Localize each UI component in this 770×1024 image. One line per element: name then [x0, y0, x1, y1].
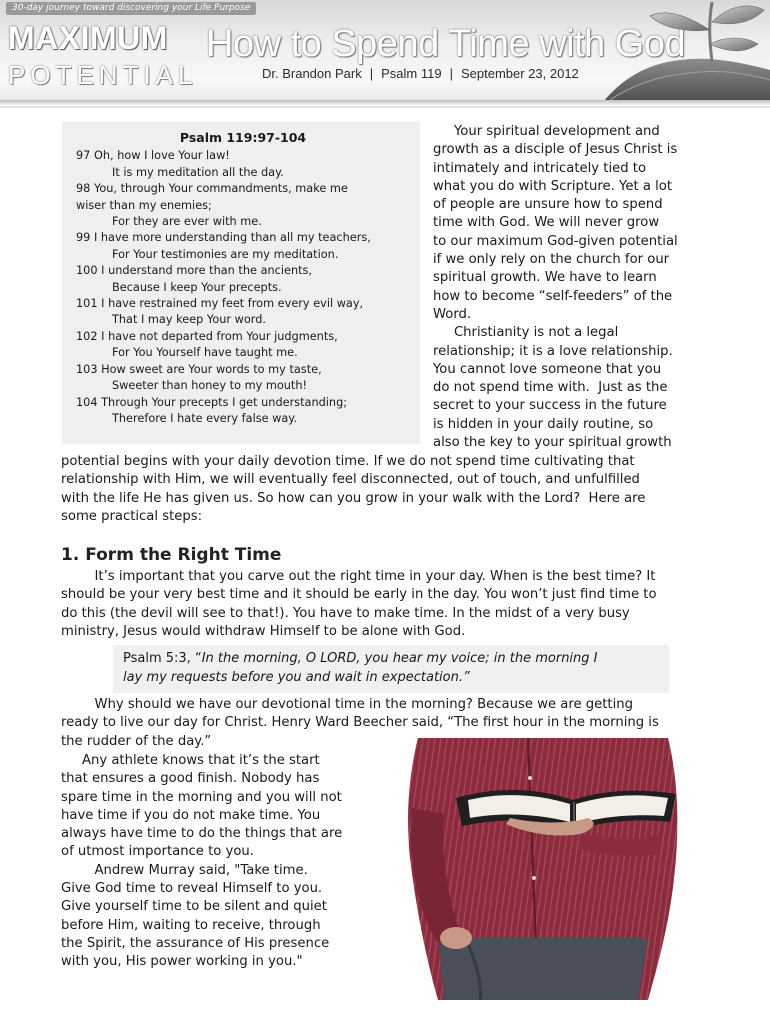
psalm-verse-line: 104 Through Your precepts I get understanding;: [76, 395, 348, 409]
psalm-verse-line: 102 I have not departed from Your judgments,: [76, 329, 338, 343]
text-line: Why should we have our devotional time in the morning? Because we are getting: [61, 697, 633, 712]
brand-logo: [4, 18, 198, 92]
text-line: potential begins with your daily devotion time. If we do not spend time cultivating that: [61, 454, 635, 469]
psalm-verse-line: 101 I have restrained my feet from every evil way,: [76, 297, 364, 311]
text-line: It’s important that you carve out the right time in your day. When is the best time? It: [61, 569, 656, 584]
author: Dr. Brandon Park: [262, 66, 362, 81]
text-line: relationship with Him, we will eventually feel disconnected, out of touch, and unfulfilled: [61, 472, 640, 488]
text-line: ministry, Jesus would withdraw Himself to be alone with God.: [61, 623, 466, 639]
text-line: do this (the devil will see to that!). You have to make time. In the midst of a very busy: [61, 605, 630, 621]
intro-text-column: [433, 123, 723, 452]
tagline: 30-day journey toward discovering your Life Purpose: [6, 2, 256, 15]
psalm-verse-line: 99 I have more understanding than all my teachers,: [76, 231, 371, 245]
text-line: Your spiritual development and: [433, 124, 660, 139]
quote-reference: Psalm 5:3, “: [123, 651, 202, 666]
passage: Psalm 119: [381, 66, 442, 81]
text-line: should be your very best time and it should be early in the day. You won’t just find time to: [61, 587, 657, 603]
section-heading: 1. Form the Right Time: [61, 545, 282, 565]
man-holding-bible-photo: [398, 738, 688, 1000]
psalm-sidebar: [62, 122, 420, 444]
text-line: how to become “self-feeders” of the: [433, 288, 673, 304]
text-line: spare time in the morning and you will not: [61, 789, 342, 805]
psalm-verse-line: It is my meditation all the day.: [112, 165, 284, 179]
text-line: Christianity is not a legal: [433, 325, 619, 341]
psalm-verse-line: 103 How sweet are Your words to my taste,: [76, 362, 322, 376]
text-line: Word.: [433, 306, 472, 322]
text-line: if we only rely on the church for our: [433, 252, 670, 268]
text-line: growth as a disciple of Jesus Christ is: [433, 142, 678, 158]
text-line: with you, His power working in you.": [61, 954, 303, 970]
psalm-verse-line: Therefore I hate every false way.: [112, 411, 297, 425]
text-line: to our maximum God-given potential: [433, 233, 678, 249]
psalm-verse-line: Sweeter than honey to my mouth!: [112, 379, 308, 393]
psalm-verse-line: For they are ever with me.: [112, 215, 262, 229]
psalm-verse-line: wiser than my enemies;: [76, 198, 212, 212]
sprout-soil-illustration: [600, 0, 770, 106]
brand-line-1: MAXIMUM: [8, 20, 168, 56]
text-line: that ensures a good finish. Nobody has: [61, 771, 320, 787]
text-line: also the key to your spiritual growth: [433, 435, 672, 451]
text-line: relationship; it is a love relationship.: [433, 343, 673, 359]
psalm-verse-line: 98 You, through Your commandments, make me: [76, 182, 348, 196]
text-line: is hidden in your daily routine, so: [433, 416, 654, 432]
psalm-title: Psalm 119:97-104: [179, 130, 307, 145]
psalm-verse-line: For Your testimonies are my meditation.: [112, 247, 339, 261]
text-line: with the life He has given us. So how can you grow in your walk with the Lord? Here are: [61, 490, 646, 506]
text-line: of people are unsure how to spend: [433, 197, 663, 213]
psalm-verses: [76, 148, 410, 427]
text-line: do not spend time with. Just as the: [433, 380, 668, 396]
sermon-info: [262, 66, 579, 82]
text-line: intimately and intricately tied to: [433, 160, 647, 176]
text-line: the Spirit, the assurance of His presence: [61, 935, 330, 951]
banner-shadow: [0, 100, 770, 106]
section-paragraph: [61, 568, 721, 641]
text-line: secret to your success in the future: [433, 398, 667, 414]
text-line: before Him, waiting to receive, through: [61, 917, 321, 933]
page-title: How to Spend Time with God: [206, 23, 686, 65]
text-line: ready to live our day for Christ. Henry Ward Beecher said, “The first hour in the morning is: [61, 715, 659, 731]
text-line: always have time to do the things that are: [61, 826, 343, 842]
psalm-verse-line: Because I keep Your precepts.: [112, 280, 282, 294]
text-line: You cannot love someone that you: [433, 361, 662, 377]
text-line: Give yourself time to be silent and quiet: [61, 899, 327, 915]
text-line: Any athlete knows that it’s the start: [61, 753, 320, 768]
psalm-verse-line: That I may keep Your word.: [112, 313, 266, 327]
psalm-verse-line: 100 I understand more than the ancients,: [76, 264, 313, 278]
brand-line-2: POTENTIAL: [8, 60, 198, 90]
quote-text: lay my requests before you and wait in expectation.”: [123, 670, 470, 685]
text-line: spiritual growth. We have to learn: [433, 270, 657, 286]
text-line: of utmost importance to you.: [61, 844, 254, 860]
intro-text-continued: [61, 453, 721, 526]
psalm-verse-line: 97 Oh, how I love Your law!: [76, 149, 230, 163]
header-banner: [0, 0, 770, 108]
text-line: some practical steps:: [61, 508, 203, 524]
psalm-verse-line: For You Yourself have taught me.: [112, 346, 298, 360]
text-line: Give God time to reveal Himself to you.: [61, 881, 323, 897]
date: September 23, 2012: [460, 66, 579, 81]
separator: |: [369, 66, 374, 81]
separator: |: [449, 66, 453, 81]
text-line: what you do with Scripture. Yet a lot: [433, 178, 673, 194]
text-line: the rudder of the day.”: [61, 733, 212, 749]
text-line: have time if you do not make time. You: [61, 807, 321, 823]
quote-text: In the morning, O LORD, you hear my voice; in the morning I: [201, 651, 598, 666]
scripture-quote: [113, 645, 669, 693]
text-line: time with God. We will never grow: [433, 215, 660, 231]
text-line: Andrew Murray said, "Take time.: [61, 862, 308, 878]
section-paragraph-column: [61, 752, 381, 972]
